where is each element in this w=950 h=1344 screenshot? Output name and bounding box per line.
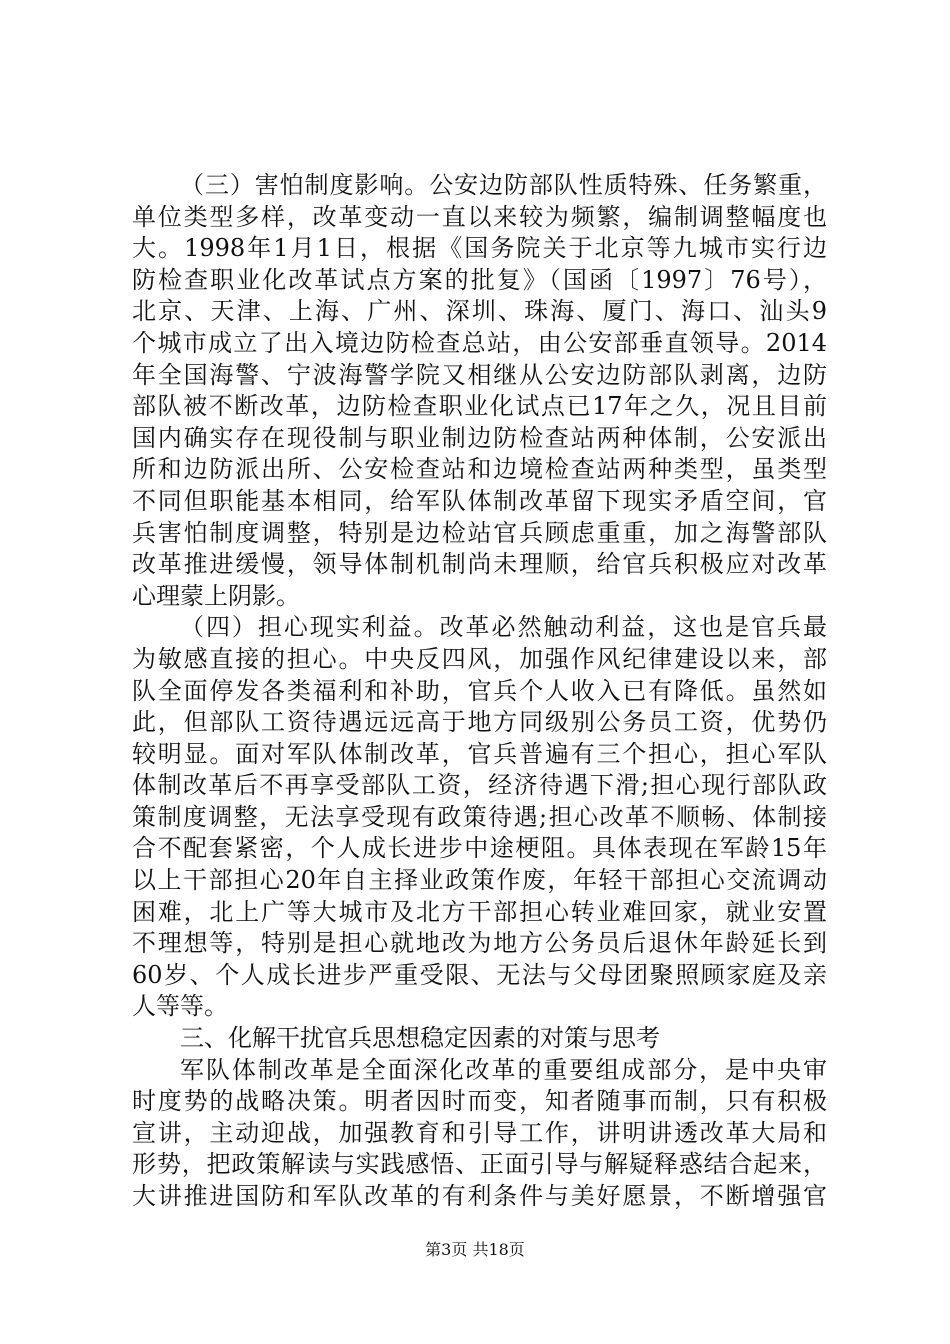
paragraph-3 <box>132 170 827 612</box>
text-line: 不理想等，特别是担心就地改为地方公务员后退休年龄延长到 <box>132 929 827 958</box>
text-line: 较明显。面对军队体制改革，官兵普遍有三个担心，担心军队 <box>132 739 827 768</box>
text-line: 年全国海警、宁波海警学院又相继从公安边防部队剥离，边防 <box>132 360 827 389</box>
text-line: 军队体制改革是全面深化改革的重要组成部分，是中央审 <box>180 1055 827 1084</box>
paragraph-4 <box>132 612 827 1023</box>
text-line: 形势，把政策解读与实践感悟、正面引导与解疑释惑结合起来， <box>132 1150 827 1179</box>
text-line: 国内确实存在现役制与职业制边防检查站两种体制，公安派出 <box>132 423 827 452</box>
text-line: 队全面停发各类福利和补助，官兵个人收入已有降低。虽然如 <box>132 676 827 705</box>
text-line: 北京、天津、上海、广州、深圳、珠海、厦门、海口、汕头9 <box>132 297 827 326</box>
text-line: 所和边防派出所、公安检查站和边境检查站两种类型，虽类型 <box>132 455 827 484</box>
text-line: 部队被不断改革，边防检查职业化试点已17年之久，况且目前 <box>132 392 827 421</box>
text-line: 为敏感直接的担心。中央反四风，加强作风纪律建设以来，部 <box>132 644 827 673</box>
text-line: （四）担心现实利益。改革必然触动利益，这也是官兵最 <box>180 613 827 642</box>
paragraph-5 <box>132 1055 827 1213</box>
text-line: 60岁、个人成长进步严重受限、无法与父母团聚照顾家庭及亲 <box>132 960 827 989</box>
text-line: 大讲推进国防和军队改革的有利条件与美好愿景，不断增强官 <box>132 1182 827 1210</box>
text-line: 改革推进缓慢，领导体制机制尚未理顺，给官兵积极应对改革 <box>132 550 827 579</box>
text-line: 以上干部担心20年自主择业政策作废，年轻干部担心交流调动 <box>132 866 827 895</box>
text-line: 人等等。 <box>132 992 228 1021</box>
text-line: 个城市成立了出入境边防检查总站，由公安部垂直领导。2014 <box>132 328 827 357</box>
text-line: 策制度调整，无法享受现有政策待遇;担心改革不顺畅、体制接 <box>132 802 827 831</box>
section-heading <box>132 1023 827 1055</box>
text-line: 心理蒙上阴影。 <box>132 581 300 610</box>
text-line: 单位类型多样，改革变动一直以来较为频繁，编制调整幅度也 <box>132 202 827 231</box>
text-line: 体制改革后不再享受部队工资，经济待遇下滑;担心现行部队政 <box>132 771 827 800</box>
page-footer: 第3页 共18页 <box>425 1240 525 1259</box>
text-line: 合不配套紧密，个人成长进步中途梗阻。具体表现在军龄15年 <box>132 834 827 863</box>
text-line: （三）害怕制度影响。公安边防部队性质特殊、任务繁重， <box>180 171 827 199</box>
text-line: 此，但部队工资待遇远远高于地方同级别公务员工资，优势仍 <box>132 708 827 737</box>
text-line: 大。1998年1月1日，根据《国务院关于北京等九城市实行边 <box>132 234 827 263</box>
text-line: 兵害怕制度调整，特别是边检站官兵顾虑重重，加之海警部队 <box>132 518 827 547</box>
text-line: 时度势的战略决策。明者因时而变，知者随事而制，只有积极 <box>132 1087 827 1116</box>
document-body <box>132 170 827 1213</box>
section-heading-text: 三、化解干扰官兵思想稳定因素的对策与思考 <box>180 1024 660 1053</box>
text-line: 困难，北上广等大城市及北方干部担心转业难回家，就业安置 <box>132 897 827 926</box>
text-line: 宣讲，主动迎战，加强教育和引导工作，讲明讲透改革大局和 <box>132 1118 827 1147</box>
text-line: 不同但职能基本相同，给军队体制改革留下现实矛盾空间，官 <box>132 486 827 515</box>
text-line: 防检查职业化改革试点方案的批复》（国函〔1997〕76号）， <box>132 265 827 294</box>
